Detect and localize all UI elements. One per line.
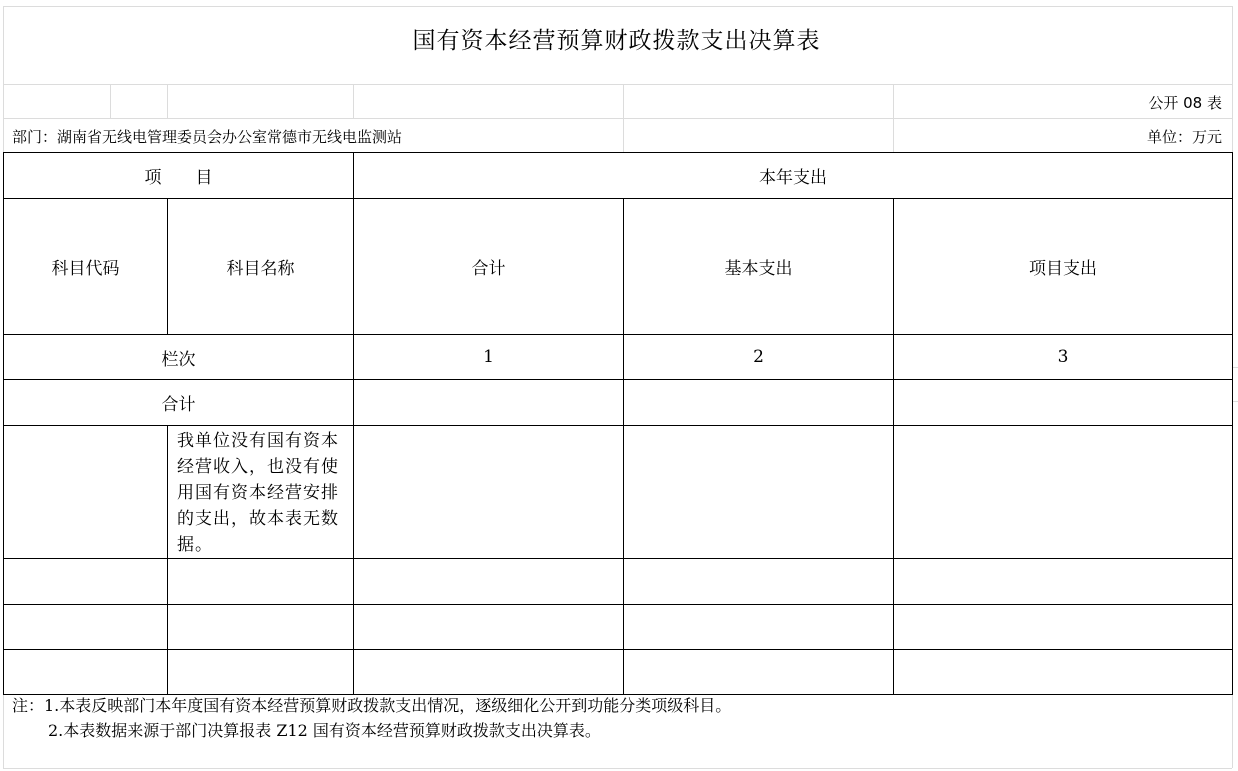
expenditure-table xyxy=(3,152,1233,695)
table-cell[interactable] xyxy=(624,650,894,695)
table-cell[interactable] xyxy=(354,426,624,559)
gridline xyxy=(3,6,1232,7)
gridline xyxy=(1232,688,1233,768)
department-label: 部门：湖南省无线电管理委员会办公室常德市无线电监测站 xyxy=(12,128,403,146)
table-cell[interactable] xyxy=(624,426,894,559)
table-row xyxy=(4,650,1233,695)
column-number-row xyxy=(4,335,1233,380)
footnote-1: 注：1.本表反映部门本年度国有资本经营预算财政拨款支出情况，逐级细化公开到功能分类项级科目。 xyxy=(12,696,732,715)
page-title: 国有资本经营预算财政拨款支出决算表 xyxy=(412,28,821,54)
gridline xyxy=(167,84,168,118)
no-data-note: 我单位没有国有资本经营收入，也没有使用国有资本经营安排的支出，故本表无数据。 xyxy=(168,426,354,559)
total-cell[interactable] xyxy=(354,380,624,426)
table-cell[interactable] xyxy=(4,650,168,695)
total-row xyxy=(4,380,1233,426)
table-cell[interactable] xyxy=(354,605,624,650)
header-row-2 xyxy=(4,199,1233,335)
table-row xyxy=(4,605,1233,650)
table-cell[interactable] xyxy=(354,559,624,605)
table-cell[interactable] xyxy=(4,426,168,559)
header-name: 科目名称 xyxy=(168,199,354,335)
gridline xyxy=(3,84,1232,85)
table-cell[interactable] xyxy=(168,605,354,650)
gridline xyxy=(3,118,1232,119)
table-cell[interactable] xyxy=(894,559,1233,605)
table-cell[interactable] xyxy=(168,650,354,695)
table-cell[interactable] xyxy=(168,559,354,605)
gridline xyxy=(623,84,624,152)
unit-label: 单位：万元 xyxy=(1146,128,1222,146)
table-cell[interactable] xyxy=(4,559,168,605)
table-cell[interactable] xyxy=(894,426,1233,559)
form-code: 公开 08 表 xyxy=(1148,94,1222,112)
column-number-1: 1 xyxy=(354,335,624,380)
total-project-cell[interactable] xyxy=(894,380,1233,426)
gridline xyxy=(353,84,354,118)
total-label: 合计 xyxy=(4,380,354,426)
header-total: 合计 xyxy=(354,199,624,335)
table-cell[interactable] xyxy=(894,650,1233,695)
table-cell[interactable] xyxy=(354,650,624,695)
gridline xyxy=(3,688,4,768)
header-basic: 基本支出 xyxy=(624,199,894,335)
table-cell[interactable] xyxy=(624,559,894,605)
footnote-2: 2.本表数据来源于部门决算报表 Z12 国有资本经营预算财政拨款支出决算表。 xyxy=(48,721,601,740)
column-number-3: 3 xyxy=(894,335,1233,380)
header-item: 项 目 xyxy=(4,153,354,199)
table-cell[interactable] xyxy=(4,605,168,650)
table-cell[interactable] xyxy=(894,605,1233,650)
header-current-year: 本年支出 xyxy=(354,153,1233,199)
gridline xyxy=(110,84,111,118)
gridline xyxy=(3,768,1232,769)
header-code: 科目代码 xyxy=(4,199,168,335)
header-row-1 xyxy=(4,153,1233,199)
table-cell[interactable] xyxy=(624,605,894,650)
gridline xyxy=(893,84,894,152)
table-row xyxy=(4,426,1233,559)
total-basic-cell[interactable] xyxy=(624,380,894,426)
header-project: 项目支出 xyxy=(894,199,1233,335)
table-row xyxy=(4,559,1233,605)
column-number-2: 2 xyxy=(624,335,894,380)
column-number-label: 栏次 xyxy=(4,335,354,380)
